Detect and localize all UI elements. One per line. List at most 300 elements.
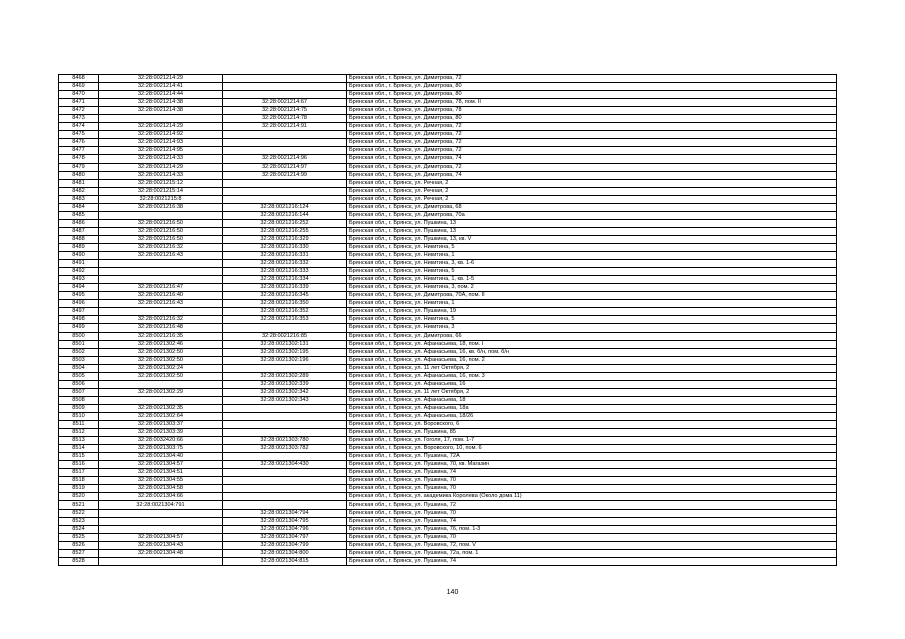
cadastral-number-cell: 32:28:0021214:41 — [99, 83, 223, 91]
row-number-cell: 8525 — [59, 533, 99, 541]
table-row — [59, 171, 837, 179]
object-cadastral-number-cell: 32:28:0021214:67 — [223, 99, 347, 107]
cadastral-number-cell: 32:28:0021304:66 — [99, 493, 223, 501]
cadastral-number-cell: 32:28:0021302:35 — [99, 404, 223, 412]
cadastral-number-cell: 32:28:0021214:93 — [99, 139, 223, 147]
address-cell: Брянская обл., г. Брянск, ул. Пушкина, 85 — [347, 429, 837, 437]
row-number-cell: 8494 — [59, 284, 99, 292]
cadastral-number-cell: 32:28:0021215:12 — [99, 179, 223, 187]
address-cell: Брянская обл., г. Брянск, ул. Пушкина, 13, кв. V — [347, 235, 837, 243]
object-cadastral-number-cell: 32:28:0021216:124 — [223, 203, 347, 211]
row-number-cell: 8520 — [59, 493, 99, 501]
table-row — [59, 147, 837, 155]
object-cadastral-number-cell: 32:28:0021216:352 — [223, 308, 347, 316]
table-row — [59, 356, 837, 364]
cadastral-number-cell — [99, 308, 223, 316]
address-cell: Брянская обл., г. Брянск, ул. Димитрова, 72 — [347, 75, 837, 83]
row-number-cell: 8526 — [59, 541, 99, 549]
object-cadastral-number-cell: 32:28:0021216:345 — [223, 292, 347, 300]
cadastral-number-cell: 32:28:0032420:66 — [99, 437, 223, 445]
cadastral-number-cell: 32:28:0021302:50 — [99, 348, 223, 356]
cadastral-number-cell: 32:28:0021214:44 — [99, 91, 223, 99]
object-cadastral-number-cell: 32:28:0021216:332 — [223, 260, 347, 268]
table-row — [59, 163, 837, 171]
cadastral-number-cell — [99, 525, 223, 533]
table-row — [59, 557, 837, 565]
row-number-cell: 8488 — [59, 235, 99, 243]
object-cadastral-number-cell: 32:28:0021216:339 — [223, 284, 347, 292]
row-number-cell: 8513 — [59, 437, 99, 445]
cadastral-number-cell — [99, 211, 223, 219]
address-cell: Брянская обл., г. Брянск, ул. Афанасьева, 16 — [347, 380, 837, 388]
object-cadastral-number-cell: 32:28:0021216:252 — [223, 219, 347, 227]
table-row — [59, 485, 837, 493]
row-number-cell: 8469 — [59, 83, 99, 91]
table-row — [59, 252, 837, 260]
cadastral-number-cell: 32:28:0021214:29 — [99, 75, 223, 83]
row-number-cell: 8481 — [59, 179, 99, 187]
object-cadastral-number-cell — [223, 179, 347, 187]
table-row — [59, 364, 837, 372]
table-row — [59, 396, 837, 404]
table-row — [59, 501, 837, 509]
address-cell: Брянская обл., г. Брянск, ул. Речная, 2 — [347, 187, 837, 195]
cadastral-number-cell: 32:28:0021303:75 — [99, 445, 223, 453]
object-cadastral-number-cell: 32:28:0021216:255 — [223, 227, 347, 235]
row-number-cell: 8512 — [59, 429, 99, 437]
cadastral-number-cell: 32:28:0021215:8 — [99, 195, 223, 203]
address-cell: Брянская обл., г. Брянск, ул. Гоголя, 17, пом. 1-7 — [347, 437, 837, 445]
object-cadastral-number-cell — [223, 477, 347, 485]
row-number-cell: 8504 — [59, 364, 99, 372]
cadastral-number-cell: 32:28:0021214:38 — [99, 107, 223, 115]
object-cadastral-number-cell: 32:28:0021214:99 — [223, 171, 347, 179]
row-number-cell: 8515 — [59, 453, 99, 461]
object-cadastral-number-cell: 32:28:0021214:78 — [223, 115, 347, 123]
table-row — [59, 235, 837, 243]
address-cell: Брянская обл., г. Брянск, ул. Димитрова, 66 — [347, 332, 837, 340]
cadastral-number-cell: 32:28:0021304:48 — [99, 549, 223, 557]
table-row — [59, 372, 837, 380]
table-row — [59, 268, 837, 276]
address-cell: Брянская обл., г. Брянск, ул. академика Королева (Около дома 11) — [347, 493, 837, 501]
object-cadastral-number-cell: 32:28:0021303:782 — [223, 445, 347, 453]
address-cell: Брянская обл., г. Брянск, ул. Никитина, 3 — [347, 324, 837, 332]
cadastral-number-cell: 32:28:0021214:38 — [99, 99, 223, 107]
table-row — [59, 388, 837, 396]
cadastral-number-cell: 32:28:0021216:47 — [99, 284, 223, 292]
cadastral-number-cell — [99, 260, 223, 268]
object-cadastral-number-cell: 32:28:0021214:97 — [223, 163, 347, 171]
row-number-cell: 8499 — [59, 324, 99, 332]
address-cell: Брянская обл., г. Брянск, ул. Пушкина, 70 — [347, 477, 837, 485]
cadastral-number-cell: 32:28:0021216:43 — [99, 252, 223, 260]
address-cell: Брянская обл., г. Брянск, ул. Афанасьева, 16, пом. 2 — [347, 356, 837, 364]
row-number-cell: 8507 — [59, 388, 99, 396]
table-row — [59, 549, 837, 557]
row-number-cell: 8514 — [59, 445, 99, 453]
object-cadastral-number-cell: 32:28:0021216:350 — [223, 300, 347, 308]
address-cell: Брянская обл., г. Брянск, ул. Пушкина, 13 — [347, 227, 837, 235]
registry-table — [58, 74, 837, 566]
address-cell: Брянская обл., г. Брянск, ул. Димитрова, 80 — [347, 91, 837, 99]
object-cadastral-number-cell — [223, 139, 347, 147]
row-number-cell: 8480 — [59, 171, 99, 179]
address-cell: Брянская обл., г. Брянск, ул. Афанасьева, 16, пом. 3 — [347, 372, 837, 380]
object-cadastral-number-cell: 32:28:0021304:795 — [223, 517, 347, 525]
table-row — [59, 91, 837, 99]
object-cadastral-number-cell — [223, 324, 347, 332]
address-cell: Брянская обл., г. Брянск, ул. Димитрова, 72 — [347, 163, 837, 171]
table-row — [59, 493, 837, 501]
cadastral-number-cell: 32:28:0021214:29 — [99, 163, 223, 171]
row-number-cell: 8491 — [59, 260, 99, 268]
table-row — [59, 131, 837, 139]
object-cadastral-number-cell: 32:28:0021302:339 — [223, 380, 347, 388]
cadastral-number-cell: 32:28:0021304:43 — [99, 541, 223, 549]
table-row — [59, 477, 837, 485]
row-number-cell: 8492 — [59, 268, 99, 276]
object-cadastral-number-cell: 32:28:0021216:330 — [223, 243, 347, 251]
table-row — [59, 469, 837, 477]
cadastral-number-cell: 32:28:0021304:791 — [99, 501, 223, 509]
address-cell: Брянская обл., г. Брянск, ул. Пушкина, 19 — [347, 308, 837, 316]
table-row — [59, 211, 837, 219]
row-number-cell: 8470 — [59, 91, 99, 99]
address-cell: Брянская обл., г. Брянск, ул. Димитрова, 72 — [347, 123, 837, 131]
address-cell: Брянская обл., г. Брянск, ул. Пушкина, 70 — [347, 509, 837, 517]
cadastral-number-cell: 32:28:0021215:14 — [99, 187, 223, 195]
cadastral-number-cell: 32:28:0021216:50 — [99, 235, 223, 243]
object-cadastral-number-cell: 32:28:0021304:815 — [223, 557, 347, 565]
address-cell: Брянская обл., г. Брянск, ул. Пушкина, 74 — [347, 557, 837, 565]
object-cadastral-number-cell: 32:28:0021303:780 — [223, 437, 347, 445]
object-cadastral-number-cell: 32:28:0021302:343 — [223, 396, 347, 404]
cadastral-number-cell: 32:28:0021214:92 — [99, 131, 223, 139]
object-cadastral-number-cell: 32:28:0021302:131 — [223, 340, 347, 348]
cadastral-number-cell: 32:28:0021304:58 — [99, 485, 223, 493]
cadastral-number-cell: 32:28:0021216:35 — [99, 332, 223, 340]
row-number-cell: 8482 — [59, 187, 99, 195]
row-number-cell: 8517 — [59, 469, 99, 477]
row-number-cell: 8510 — [59, 412, 99, 420]
cadastral-number-cell: 32:28:0021214:33 — [99, 155, 223, 163]
row-number-cell: 8503 — [59, 356, 99, 364]
address-cell: Брянская обл., г. Брянск, ул. Димитрова, 70а — [347, 211, 837, 219]
address-cell: Брянская обл., г. Брянск, ул. Пушкина, 76, пом. 1-3 — [347, 525, 837, 533]
row-number-cell: 8483 — [59, 195, 99, 203]
address-cell: Брянская обл., г. Брянск, ул. Димитрова, 72 — [347, 139, 837, 147]
row-number-cell: 8511 — [59, 421, 99, 429]
address-cell: Брянская обл., г. Брянск, ул. Димитрова, 80 — [347, 115, 837, 123]
row-number-cell: 8506 — [59, 380, 99, 388]
table-row — [59, 525, 837, 533]
table-row — [59, 453, 837, 461]
object-cadastral-number-cell: 32:28:0021304:797 — [223, 533, 347, 541]
cadastral-number-cell: 32:28:0021302:64 — [99, 412, 223, 420]
address-cell: Брянская обл., г. Брянск, ул. Никитина, 1 — [347, 252, 837, 260]
cadastral-number-cell: 32:28:0021304:55 — [99, 477, 223, 485]
cadastral-number-cell: 32:28:0021214:29 — [99, 123, 223, 131]
address-cell: Брянская обл., г. Брянск, ул. Никитина, 1, кв. 1-5 — [347, 276, 837, 284]
address-cell: Брянская обл., г. Брянск, ул. Никитина, 5 — [347, 268, 837, 276]
object-cadastral-number-cell: 32:28:0021302:196 — [223, 356, 347, 364]
row-number-cell: 8502 — [59, 348, 99, 356]
address-cell: Брянская обл., г. Брянск, ул. Никитина, 5 — [347, 243, 837, 251]
cadastral-number-cell: 32:28:0021302:29 — [99, 388, 223, 396]
registry-table-body — [59, 75, 837, 566]
object-cadastral-number-cell: 32:28:0021302:342 — [223, 388, 347, 396]
table-row — [59, 509, 837, 517]
table-row — [59, 123, 837, 131]
row-number-cell: 8505 — [59, 372, 99, 380]
table-row — [59, 340, 837, 348]
cadastral-number-cell: 32:28:0021302:46 — [99, 340, 223, 348]
table-row — [59, 227, 837, 235]
row-number-cell: 8471 — [59, 99, 99, 107]
object-cadastral-number-cell: 32:28:0021216:353 — [223, 316, 347, 324]
cadastral-number-cell — [99, 557, 223, 565]
table-row — [59, 332, 837, 340]
row-number-cell: 8473 — [59, 115, 99, 123]
object-cadastral-number-cell — [223, 412, 347, 420]
object-cadastral-number-cell: 32:28:0021214:91 — [223, 123, 347, 131]
address-cell: Брянская обл., г. Брянск, ул. Никитина, 3, пом. 2 — [347, 284, 837, 292]
address-cell: Брянская обл., г. Брянск, ул. Пушкина, 72А — [347, 453, 837, 461]
row-number-cell: 8479 — [59, 163, 99, 171]
row-number-cell: 8522 — [59, 509, 99, 517]
table-row — [59, 412, 837, 420]
table-row — [59, 300, 837, 308]
cadastral-number-cell: 32:28:0021216:40 — [99, 292, 223, 300]
table-row — [59, 107, 837, 115]
row-number-cell: 8516 — [59, 461, 99, 469]
row-number-cell: 8518 — [59, 477, 99, 485]
table-row — [59, 179, 837, 187]
object-cadastral-number-cell — [223, 147, 347, 155]
row-number-cell: 8476 — [59, 139, 99, 147]
cadastral-number-cell — [99, 268, 223, 276]
object-cadastral-number-cell — [223, 501, 347, 509]
cadastral-number-cell: 32:28:0021216:50 — [99, 227, 223, 235]
object-cadastral-number-cell: 32:28:0021216:329 — [223, 235, 347, 243]
object-cadastral-number-cell: 32:28:0021304:800 — [223, 549, 347, 557]
table-row — [59, 75, 837, 83]
object-cadastral-number-cell — [223, 421, 347, 429]
address-cell: Брянская обл., г. Брянск, ул. 11 лет Октября, 2 — [347, 364, 837, 372]
address-cell: Брянская обл., г. Брянск, ул. Пушкина, 72, пом. V — [347, 541, 837, 549]
row-number-cell: 8497 — [59, 308, 99, 316]
object-cadastral-number-cell: 32:28:0021216:144 — [223, 211, 347, 219]
row-number-cell: 8508 — [59, 396, 99, 404]
cadastral-number-cell: 32:28:0021304:57 — [99, 533, 223, 541]
object-cadastral-number-cell — [223, 404, 347, 412]
table-row — [59, 421, 837, 429]
cadastral-number-cell — [99, 380, 223, 388]
object-cadastral-number-cell — [223, 91, 347, 99]
object-cadastral-number-cell: 32:28:0021304:430 — [223, 461, 347, 469]
address-cell: Брянская обл., г. Брянск, ул. Воровского, 10, пом. 6 — [347, 445, 837, 453]
row-number-cell: 8475 — [59, 131, 99, 139]
table-row — [59, 99, 837, 107]
cadastral-number-cell: 32:28:0021304:51 — [99, 469, 223, 477]
object-cadastral-number-cell: 32:28:0021216:331 — [223, 252, 347, 260]
object-cadastral-number-cell — [223, 429, 347, 437]
table-row — [59, 429, 837, 437]
row-number-cell: 8490 — [59, 252, 99, 260]
row-number-cell: 8524 — [59, 525, 99, 533]
table-row — [59, 533, 837, 541]
address-cell: Брянская обл., г. Брянск, ул. Пушкина, 72 — [347, 501, 837, 509]
address-cell: Брянская обл., г. Брянск, ул. Пушкина, 70 — [347, 533, 837, 541]
address-cell: Брянская обл., г. Брянск, ул. Пушкина, 70 — [347, 485, 837, 493]
object-cadastral-number-cell — [223, 364, 347, 372]
table-row — [59, 115, 837, 123]
object-cadastral-number-cell — [223, 75, 347, 83]
cadastral-number-cell — [99, 276, 223, 284]
cadastral-number-cell: 32:28:0021216:48 — [99, 324, 223, 332]
row-number-cell: 8484 — [59, 203, 99, 211]
table-row — [59, 324, 837, 332]
row-number-cell: 8487 — [59, 227, 99, 235]
object-cadastral-number-cell: 32:28:0021216:334 — [223, 276, 347, 284]
address-cell: Брянская обл., г. Брянск, ул. Афанасьева, 18, пом. I — [347, 340, 837, 348]
table-row — [59, 195, 837, 203]
address-cell: Брянская обл., г. Брянск, ул. Афанасьева, 18/26 — [347, 412, 837, 420]
address-cell: Брянская обл., г. Брянск, ул. Димитрова, 72 — [347, 131, 837, 139]
table-row — [59, 292, 837, 300]
object-cadastral-number-cell: 32:28:0021304:794 — [223, 509, 347, 517]
cadastral-number-cell: 32:28:0021216:38 — [99, 203, 223, 211]
cadastral-number-cell — [99, 396, 223, 404]
cadastral-number-cell: 32:28:0021304:40 — [99, 453, 223, 461]
table-row — [59, 348, 837, 356]
table-row — [59, 380, 837, 388]
cadastral-number-cell: 32:28:0021216:32 — [99, 316, 223, 324]
address-cell: Брянская обл., г. Брянск, ул. Пушкина, 72а, пом. 1 — [347, 549, 837, 557]
row-number-cell: 8527 — [59, 549, 99, 557]
row-number-cell: 8489 — [59, 243, 99, 251]
table-row — [59, 437, 837, 445]
object-cadastral-number-cell: 32:28:0021216:85 — [223, 332, 347, 340]
table-row — [59, 139, 837, 147]
table-row — [59, 541, 837, 549]
row-number-cell: 8478 — [59, 155, 99, 163]
address-cell: Брянская обл., г. Брянск, ул. Димитрова, 68 — [347, 203, 837, 211]
object-cadastral-number-cell — [223, 187, 347, 195]
address-cell: Брянская обл., г. Брянск, ул. Димитрова, 78, пом. II — [347, 99, 837, 107]
table-row — [59, 203, 837, 211]
table-row — [59, 187, 837, 195]
object-cadastral-number-cell — [223, 83, 347, 91]
object-cadastral-number-cell: 32:28:0021216:333 — [223, 268, 347, 276]
cadastral-number-cell: 32:28:0021302:50 — [99, 356, 223, 364]
object-cadastral-number-cell — [223, 131, 347, 139]
row-number-cell: 8528 — [59, 557, 99, 565]
cadastral-number-cell: 32:28:0021214:95 — [99, 147, 223, 155]
address-cell: Брянская обл., г. Брянск, ул. Димитрова, 74 — [347, 171, 837, 179]
object-cadastral-number-cell: 32:28:0021304:796 — [223, 525, 347, 533]
address-cell: Брянская обл., г. Брянск, ул. 11 лет Октября, 2 — [347, 388, 837, 396]
row-number-cell: 8474 — [59, 123, 99, 131]
object-cadastral-number-cell: 32:28:0021214:96 — [223, 155, 347, 163]
row-number-cell: 8521 — [59, 501, 99, 509]
object-cadastral-number-cell: 32:28:0021302:195 — [223, 348, 347, 356]
row-number-cell: 8496 — [59, 300, 99, 308]
table-row — [59, 308, 837, 316]
row-number-cell: 8509 — [59, 404, 99, 412]
table-row — [59, 284, 837, 292]
address-cell: Брянская обл., г. Брянск, ул. Никитина, 1 — [347, 300, 837, 308]
cadastral-number-cell: 32:28:0021214:33 — [99, 171, 223, 179]
table-row — [59, 219, 837, 227]
address-cell: Брянская обл., г. Брянск, ул. Пушкина, 13 — [347, 219, 837, 227]
address-cell: Брянская обл., г. Брянск, ул. Речная, 2 — [347, 195, 837, 203]
address-cell: Брянская обл., г. Брянск, ул. Воровского, 6 — [347, 421, 837, 429]
row-number-cell: 8468 — [59, 75, 99, 83]
object-cadastral-number-cell: 32:28:0021304:799 — [223, 541, 347, 549]
address-cell: Брянская обл., г. Брянск, ул. Афанасьева, 18 — [347, 396, 837, 404]
address-cell: Брянская обл., г. Брянск, ул. Димитрова, 70А, пом. II — [347, 292, 837, 300]
cadastral-number-cell — [99, 517, 223, 525]
address-cell: Брянская обл., г. Брянск, ул. Димитрова, 74 — [347, 155, 837, 163]
page-number: 140 — [446, 589, 459, 596]
table-row — [59, 276, 837, 284]
address-cell: Брянская обл., г. Брянск, ул. Никитина, 5 — [347, 316, 837, 324]
address-cell: Брянская обл., г. Брянск, ул. Димитрова, 78 — [347, 107, 837, 115]
cadastral-number-cell: 32:28:0021216:32 — [99, 243, 223, 251]
address-cell: Брянская обл., г. Брянск, ул. Пушкина, 74 — [347, 517, 837, 525]
cadastral-number-cell: 32:28:0021304:57 — [99, 461, 223, 469]
row-number-cell: 8486 — [59, 219, 99, 227]
object-cadastral-number-cell — [223, 493, 347, 501]
cadastral-number-cell: 32:28:0021302:50 — [99, 372, 223, 380]
object-cadastral-number-cell — [223, 485, 347, 493]
row-number-cell: 8485 — [59, 211, 99, 219]
table-row — [59, 445, 837, 453]
cadastral-number-cell: 32:28:0021303:39 — [99, 429, 223, 437]
row-number-cell: 8519 — [59, 485, 99, 493]
table-row — [59, 316, 837, 324]
address-cell: Брянская обл., г. Брянск, ул. Пушкина, 74 — [347, 469, 837, 477]
cadastral-number-cell — [99, 509, 223, 517]
address-cell: Брянская обл., г. Брянск, ул. Афанасьева, 16, кв. б/н, пом. б/н — [347, 348, 837, 356]
row-number-cell: 8501 — [59, 340, 99, 348]
table-row — [59, 517, 837, 525]
table-row — [59, 404, 837, 412]
table-row — [59, 243, 837, 251]
row-number-cell: 8523 — [59, 517, 99, 525]
address-cell: Брянская обл., г. Брянск, ул. Димитрова, 80 — [347, 83, 837, 91]
object-cadastral-number-cell: 32:28:0021214:75 — [223, 107, 347, 115]
object-cadastral-number-cell — [223, 469, 347, 477]
object-cadastral-number-cell: 32:28:0021302:289 — [223, 372, 347, 380]
row-number-cell: 8495 — [59, 292, 99, 300]
cadastral-number-cell: 32:28:0021216:43 — [99, 300, 223, 308]
table-row — [59, 461, 837, 469]
row-number-cell: 8493 — [59, 276, 99, 284]
address-cell: Брянская обл., г. Брянск, ул. Пушкина, 70, кв. Магазин — [347, 461, 837, 469]
table-row — [59, 155, 837, 163]
cadastral-number-cell: 32:28:0021216:50 — [99, 219, 223, 227]
table-row — [59, 260, 837, 268]
address-cell: Брянская обл., г. Брянск, ул. Речная, 2 — [347, 179, 837, 187]
row-number-cell: 8477 — [59, 147, 99, 155]
row-number-cell: 8498 — [59, 316, 99, 324]
object-cadastral-number-cell — [223, 453, 347, 461]
table-row — [59, 83, 837, 91]
cadastral-number-cell: 32:28:0021303:37 — [99, 421, 223, 429]
